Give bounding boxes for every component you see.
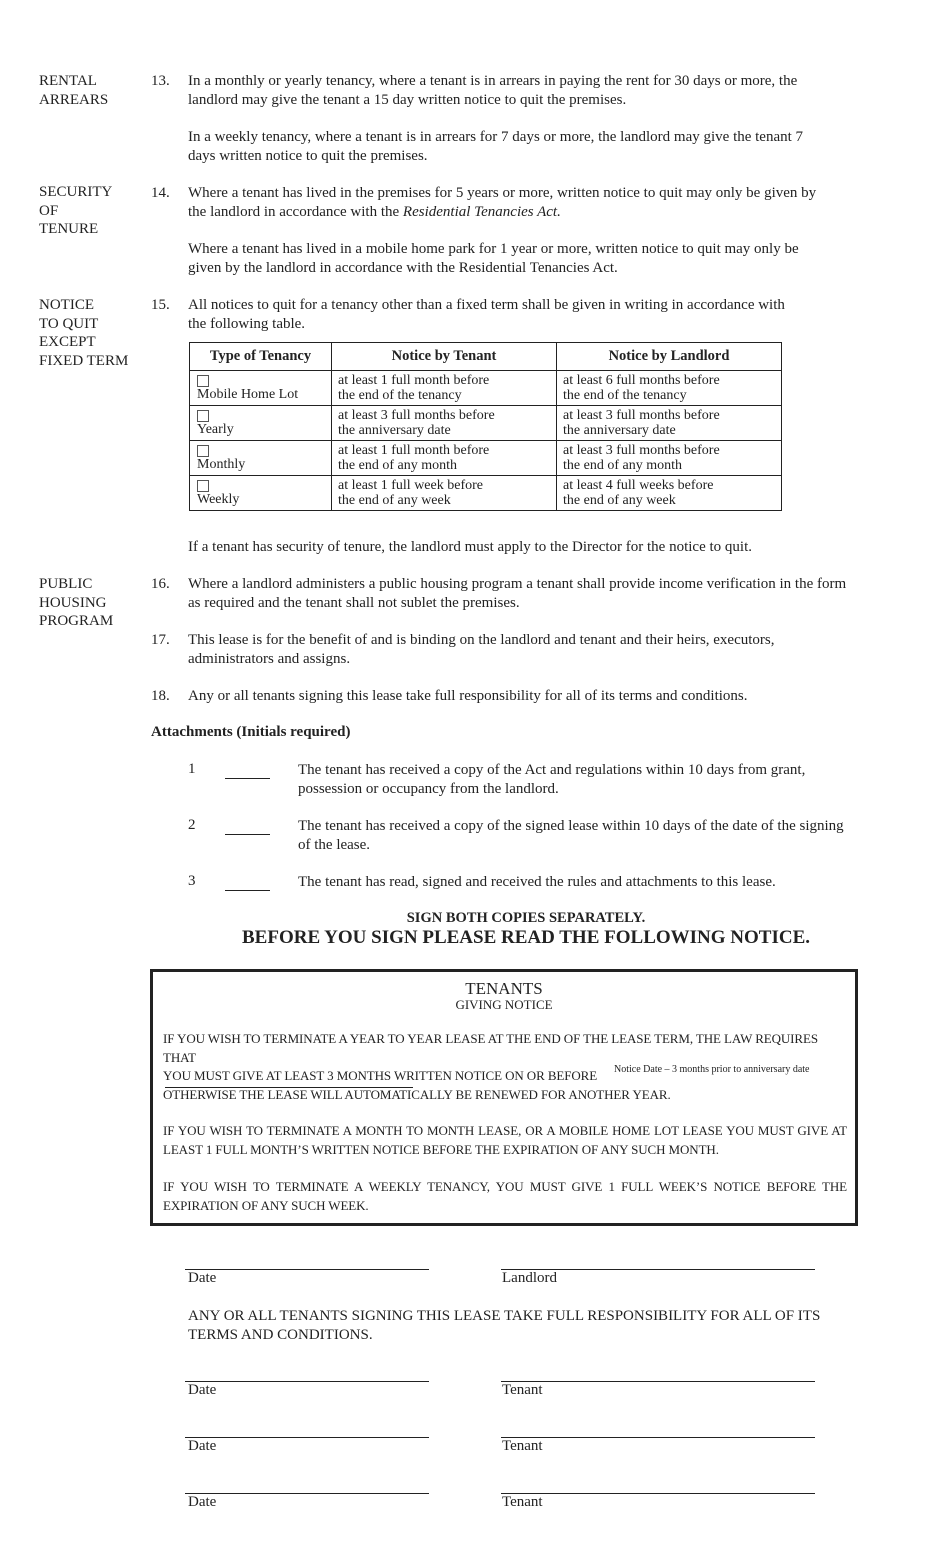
clause-13-paragraph-2: In a weekly tenancy, where a tenant is in arrears for 7 days or more, the landlord may give the tenant 7 days written notice to quit the premises. <box>188 129 804 164</box>
side-heading-rental-arrears: RENTAL ARREARS <box>39 73 109 108</box>
checkbox-icon[interactable] <box>197 375 209 387</box>
notice-table-header <box>190 343 782 371</box>
clause-number-18: 18. <box>151 688 170 704</box>
landlord-label: Landlord <box>502 1270 557 1286</box>
landlord-notice-cell: at least 4 full weeks before the end of any week <box>557 476 782 511</box>
attachment-number: 3 <box>188 873 196 889</box>
clause-number-16: 16. <box>151 576 170 592</box>
tenant-label: Tenant <box>502 1438 543 1454</box>
header-notice-by-tenant: Notice by Tenant <box>332 343 557 371</box>
clause-number-13: 13. <box>151 73 170 89</box>
header-notice-by-landlord: Notice by Landlord <box>557 343 782 371</box>
tenancy-type-cell[interactable]: Mobile Home Lot <box>190 371 332 406</box>
notice-date-caption: Notice Date – 3 months prior to anniversary date <box>614 1064 810 1075</box>
box-subtitle: GIVING NOTICE <box>455 997 553 1012</box>
landlord-notice-cell: at least 3 full months before the anniversary date <box>557 406 782 441</box>
date-label: Date <box>188 1382 217 1398</box>
tenant-signature-line[interactable] <box>501 1437 815 1438</box>
clause-14-paragraph-2: Where a tenant has lived in a mobile home park for 1 year or more, written notice to quit may only be given by the landlord in accordance with the Residential Tenancies Act. <box>188 241 799 276</box>
side-heading-security-of-tenure: SECURITY OF TENURE <box>39 184 113 237</box>
read-notice-heading: BEFORE YOU SIGN PLEASE READ THE FOLLOWING NOTICE. <box>242 927 810 948</box>
act-title-italic: Residential Tenancies Act. <box>402 204 561 220</box>
attachment-text: The tenant has read, signed and received the rules and attachments to this lease. <box>298 874 776 890</box>
table-row <box>190 441 782 476</box>
clause-13-paragraph-1: In a monthly or yearly tenancy, where a tenant is in arrears in paying the rent for 30 days or more, the landlord may give the tenant a 15 day written notice to quit the premises. <box>188 73 798 108</box>
initials-blank[interactable] <box>225 833 270 835</box>
tenant-notice-cell: at least 1 full month before the end of the tenancy <box>332 371 557 406</box>
date-label: Date <box>188 1438 217 1454</box>
notice-table <box>189 342 782 511</box>
attachment-text: The tenant has received a copy of the signed lease within 10 days of the date of the signing of the lease. <box>298 818 844 853</box>
box-title: TENANTS <box>465 979 543 998</box>
initials-blank[interactable] <box>225 777 270 779</box>
initials-blank[interactable] <box>225 889 270 891</box>
tenancy-type-cell[interactable]: Monthly <box>190 441 332 476</box>
date-signature-line[interactable] <box>185 1437 429 1438</box>
side-heading-notice-to-quit: NOTICE TO QUIT EXCEPT FIXED TERM <box>39 297 129 369</box>
clause-17-paragraph: This lease is for the benefit of and is binding on the landlord and tenant and their heirs, executors, administrators and assigns. <box>188 632 775 667</box>
checkbox-icon[interactable] <box>197 480 209 492</box>
clause-15-paragraph-1: All notices to quit for a tenancy other than a fixed term shall be given in writing in accordance with the following table. <box>188 297 785 332</box>
clause-number-14: 14. <box>151 185 170 201</box>
table-row <box>190 476 782 511</box>
table-row <box>190 371 782 406</box>
landlord-notice-cell: at least 6 full months before the end of the tenancy <box>557 371 782 406</box>
box-paragraph-monthly: IF YOU WISH TO TERMINATE A MONTH TO MONTH LEASE, OR A MOBILE HOME LOT LEASE YOU MUST GIVE AT LEAST 1 FULL MONTH’S WRITTEN NOTICE BEFORE THE EXPIRATION OF ANY SUCH MONTH. <box>163 1123 847 1157</box>
tenants-notice-box <box>150 969 858 1226</box>
tenant-signature-line[interactable] <box>501 1493 815 1494</box>
attachment-number: 2 <box>188 817 196 833</box>
date-signature-line[interactable] <box>185 1381 429 1382</box>
date-label: Date <box>188 1494 217 1510</box>
date-signature-line[interactable] <box>185 1493 429 1494</box>
tenancy-type-cell[interactable]: Weekly <box>190 476 332 511</box>
tenant-signature-line[interactable] <box>501 1381 815 1382</box>
tenants-responsibility-statement: ANY OR ALL TENANTS SIGNING THIS LEASE TAKE FULL RESPONSIBILITY FOR ALL OF ITS TERMS AND CONDITIONS. <box>188 1308 821 1343</box>
date-label: Date <box>188 1270 217 1286</box>
attachment-number: 1 <box>188 761 196 777</box>
side-heading-public-housing: PUBLIC HOUSING PROGRAM <box>39 576 114 629</box>
clause-14-paragraph-1: Where a tenant has lived in the premises for 5 years or more, written notice to quit may only be given by the landlord in accordance with the Residential Tenancies Act. <box>188 185 817 220</box>
sign-both-copies: SIGN BOTH COPIES SEPARATELY. <box>406 910 646 926</box>
tenant-notice-cell: at least 1 full month before the end of any month <box>332 441 557 476</box>
tenant-notice-cell: at least 1 full week before the end of any week <box>332 476 557 511</box>
landlord-notice-cell: at least 3 full months before the end of any month <box>557 441 782 476</box>
header-type-of-tenancy: Type of Tenancy <box>190 343 332 371</box>
attachments-heading: Attachments (Initials required) <box>151 724 351 740</box>
clause-number-15: 15. <box>151 297 170 313</box>
clause-number-17: 17. <box>151 632 170 648</box>
checkbox-icon[interactable] <box>197 445 209 457</box>
box-paragraph-weekly: IF YOU WISH TO TERMINATE A WEEKLY TENANCY, YOU MUST GIVE 1 FULL WEEK’S NOTICE BEFORE THE EXPIRATION OF ANY SUCH WEEK. <box>163 1179 847 1213</box>
box-paragraph-yearly: IF YOU WISH TO TERMINATE A YEAR TO YEAR LEASE AT THE END OF THE LEASE TERM, THE LAW REQUIRES THAT YOU MUST GIVE AT LEAST 3 MONTHS WRITTEN NOTICE ON OR BEFORE <box>163 1030 847 1088</box>
security-of-tenure-note: If a tenant has security of tenure, the landlord must apply to the Director for the notice to quit. <box>188 539 752 555</box>
table-row <box>190 406 782 441</box>
tenant-notice-cell: at least 3 full months before the anniversary date <box>332 406 557 441</box>
tenant-label: Tenant <box>502 1494 543 1510</box>
date-signature-line[interactable] <box>185 1269 429 1270</box>
clause-16-paragraph: Where a landlord administers a public housing program a tenant shall provide income verification in the form as required and the tenant shall not sublet the premises. <box>188 576 847 611</box>
tenant-label: Tenant <box>502 1382 543 1398</box>
clause-18-paragraph: Any or all tenants signing this lease take full responsibility for all of its terms and conditions. <box>188 688 748 704</box>
attachment-text: The tenant has received a copy of the Act and regulations within 10 days from grant, possession or occupancy from the landlord. <box>298 762 806 797</box>
checkbox-icon[interactable] <box>197 410 209 422</box>
tenancy-type-cell[interactable]: Yearly <box>190 406 332 441</box>
box-paragraph-renewal: OTHERWISE THE LEASE WILL AUTOMATICALLY BE RENEWED FOR ANOTHER YEAR. <box>163 1087 671 1102</box>
